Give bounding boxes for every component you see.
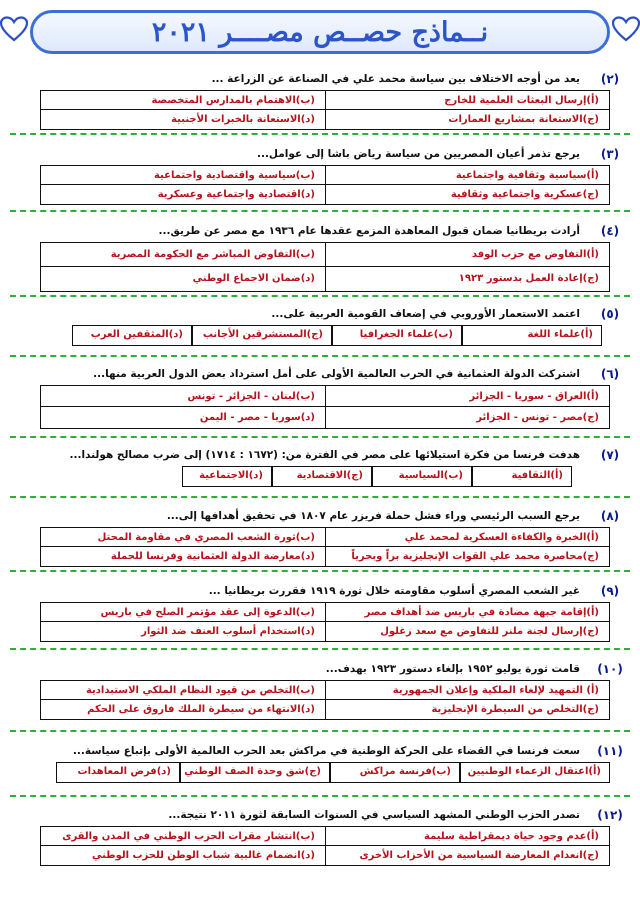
- option-d[interactable]: (د)معارضة الدولة العثمانية وفرنسا للحملة: [110, 551, 315, 562]
- option-c[interactable]: (ج)التخلص من السيطرة الإنجليزية: [325, 700, 609, 719]
- question-text: اعتمد الاستعمار الأوروبي في إضعاف القومية العربية على...: [271, 308, 580, 320]
- option-d[interactable]: (د)اقتصادية واجتماعية وعسكرية: [157, 189, 315, 200]
- option-a[interactable]: (أ)الثقافية: [472, 466, 572, 487]
- question-number: (١١): [597, 744, 623, 758]
- divider: [10, 648, 630, 650]
- option-b[interactable]: (ب)التفاوض المباشر مع الحكومة المصرية: [41, 243, 325, 267]
- option-a[interactable]: (أ)الخبرة والكفاءة العسكرية لمحمد علي: [325, 528, 609, 547]
- question-block: [8, 742, 632, 783]
- options-grid: [40, 602, 610, 642]
- option-a[interactable]: (أ)سياسية وثقافية واجتماعية: [325, 166, 609, 185]
- option-d[interactable]: (د)استخدام أسلوب العنف ضد الثوار: [141, 626, 315, 637]
- question-number: (٨): [600, 509, 620, 523]
- option-c[interactable]: (ج)شق وحدة الصف الوطني: [180, 762, 330, 783]
- options-grid: [40, 527, 610, 567]
- options-grid: [40, 90, 610, 130]
- question-block: [8, 145, 632, 205]
- option-d[interactable]: (د)المثقفين العرب: [72, 325, 192, 346]
- question-number: (٦): [600, 367, 620, 381]
- option-c[interactable]: (ج)محاصرة محمد علي القوات الإنجليزية براً وبحرياً: [325, 547, 609, 566]
- options-row: [8, 325, 602, 346]
- option-c[interactable]: (ج)إعادة العمل بدستور ١٩٢٣: [325, 267, 609, 291]
- question-number: (٣): [600, 147, 620, 161]
- option-a[interactable]: (أ)عدم وجود حياة ديمقراطية سليمة: [325, 827, 609, 846]
- option-b[interactable]: (ب)انتشار مقرات الحزب الوطني في المدن والقرى: [41, 827, 325, 846]
- option-b[interactable]: (ب)علماء الجغرافيا: [332, 325, 462, 346]
- option-b[interactable]: (ب)التخلص من قيود النظام الملكي الاستبدادية: [41, 681, 325, 700]
- page-title: نــماذج حصــص مصــــر ٢٠٢١: [151, 16, 489, 48]
- option-c[interactable]: (ج)الاستعانة بمشاريع العمارات: [325, 110, 609, 129]
- options-grid: [40, 165, 610, 205]
- option-a[interactable]: (أ)إقامة جبهة مضادة في باريس ضد أهداف مصر: [325, 603, 609, 622]
- question-number: (٢): [600, 72, 620, 86]
- question-block: [8, 70, 632, 130]
- question-block: [8, 365, 632, 429]
- option-c[interactable]: (ج)عسكرية واجتماعية وثقافية: [325, 185, 609, 204]
- option-b[interactable]: (ب)فرنسة مراكش: [330, 762, 460, 783]
- option-d[interactable]: (د)الانتهاء من سيطرة الملك فاروق على الحكم: [87, 704, 315, 715]
- question-number: (٧): [600, 448, 620, 462]
- option-c[interactable]: (ج)إرسال لجنة ملنر للتفاوض مع سعد زغلول: [325, 622, 609, 641]
- divider: [10, 355, 630, 357]
- option-d[interactable]: (د)سوريا - مصر - اليمن: [199, 412, 315, 423]
- option-c[interactable]: (ج)الاقتصادية: [272, 466, 372, 487]
- option-b[interactable]: (ب)ثورة الشعب المصري في مقاومة المحتل: [41, 528, 325, 547]
- option-a[interactable]: (أ)علماء اللغة: [462, 325, 602, 346]
- question-text: هدفت فرنسا من فكرة استيلائها على مصر في الفترة من: (١٦٧٢ : ١٧١٤) إلى ضرب مصالح هولندا...: [69, 449, 580, 461]
- option-a[interactable]: (أ)إرسال البعثات العلمية للخارج: [325, 91, 609, 110]
- option-a[interactable]: (أ)العراق - سوريا - الجزائر: [325, 386, 609, 407]
- option-c[interactable]: (ج)المستشرقين الأجانب: [192, 325, 332, 346]
- options-grid: [40, 680, 610, 720]
- option-b[interactable]: (ب)الاهتمام بالمدارس المتخصصة: [41, 91, 325, 110]
- divider: [10, 210, 630, 212]
- options-row: [8, 466, 572, 487]
- option-b[interactable]: (ب)الدعوة إلى عقد مؤتمر الصلح في باريس: [41, 603, 325, 622]
- divider: [10, 795, 630, 797]
- option-d[interactable]: (د)الاجتماعية: [182, 466, 272, 487]
- question-number: (١٠): [597, 662, 623, 676]
- divider: [10, 570, 630, 572]
- question-block: [8, 507, 632, 567]
- option-c[interactable]: (ج)انعدام المعارضة السياسية من الأحزاب الأخرى: [325, 846, 609, 865]
- option-a[interactable]: (أ) التمهيد لإلغاء الملكية وإعلان الجمهورية: [325, 681, 609, 700]
- options-grid: [40, 242, 610, 292]
- divider: [10, 295, 630, 297]
- question-text: يرجع السبب الرئيسي وراء فشل حملة فريزر عام ١٨٠٧ في تحقيق أهدافها إلى...: [166, 510, 580, 522]
- option-b[interactable]: (ب)سياسية واقتصادية واجتماعية: [41, 166, 325, 185]
- divider: [10, 133, 630, 135]
- question-text: أرادت بريطانيا ضمان قبول المعاهدة المزمع عقدها عام ١٩٣٦ مع مصر عن طريق...: [158, 225, 580, 237]
- question-text: سعت فرنسا في القضاء على الحركة الوطنية في مراكش بعد الحرب العالمية الأولى بإتباع سياسة...: [72, 745, 580, 757]
- question-text: يرجع تذمر أعيان المصريين من سياسة رياض باشا إلى عوامل...: [256, 148, 580, 160]
- divider: [10, 496, 630, 498]
- option-b[interactable]: (ب)السياسية: [372, 466, 472, 487]
- question-block: [8, 446, 632, 487]
- options-grid: [40, 826, 610, 866]
- question-text: يعد من أوجه الاختلاف بين سياسة محمد علي في الصناعة عن الزراعة ...: [211, 73, 580, 85]
- divider: [10, 436, 630, 438]
- question-text: اشتركت الدولة العثمانية في الحرب العالمية الأولى على أمل استرداد بعض الدول العربية منها...: [93, 368, 580, 380]
- option-b[interactable]: (ب)لبنان - الجزائر - تونس: [41, 386, 325, 407]
- question-number: (١٢): [597, 808, 623, 822]
- question-block: [8, 305, 632, 346]
- title-banner: [30, 10, 610, 54]
- option-d[interactable]: (د)فرض المعاهدات: [56, 762, 180, 783]
- question-text: غير الشعب المصري أسلوب مقاومته خلال ثورة ١٩١٩ فقررت بريطانيا ...: [208, 585, 580, 597]
- option-a[interactable]: (أ)التفاوض مع حزب الوفد: [325, 243, 609, 267]
- options-row: [8, 762, 610, 783]
- question-text: تصدر الحزب الوطني المشهد السياسي في السنوات السابقة لثورة ٢٠١١ نتيجة...: [168, 809, 580, 821]
- heart-icon: [612, 16, 640, 42]
- question-number: (٥): [600, 307, 620, 321]
- option-d[interactable]: (د)ضمان الاجماع الوطني: [192, 273, 315, 284]
- option-c[interactable]: (ج)مصر - تونس - الجزائر: [325, 407, 609, 428]
- option-d[interactable]: (د)انضمام غالبية شباب الوطن للحزب الوطني: [91, 850, 315, 861]
- divider: [10, 730, 630, 732]
- question-text: قامت ثورة يوليو ١٩٥٢ بإلغاء دستور ١٩٢٣ بهدف...: [325, 663, 580, 675]
- options-grid: [40, 385, 610, 429]
- option-a[interactable]: (أ)اعتقال الزعماء الوطنيين: [460, 762, 610, 783]
- option-d[interactable]: (د)الاستعانة بالخبرات الأجنبية: [171, 114, 315, 125]
- question-block: [8, 222, 632, 292]
- question-number: (٤): [600, 224, 620, 238]
- question-block: [8, 806, 632, 866]
- heart-icon: [0, 16, 28, 42]
- question-block: [8, 660, 632, 720]
- question-number: (٩): [600, 584, 620, 598]
- question-block: [8, 582, 632, 642]
